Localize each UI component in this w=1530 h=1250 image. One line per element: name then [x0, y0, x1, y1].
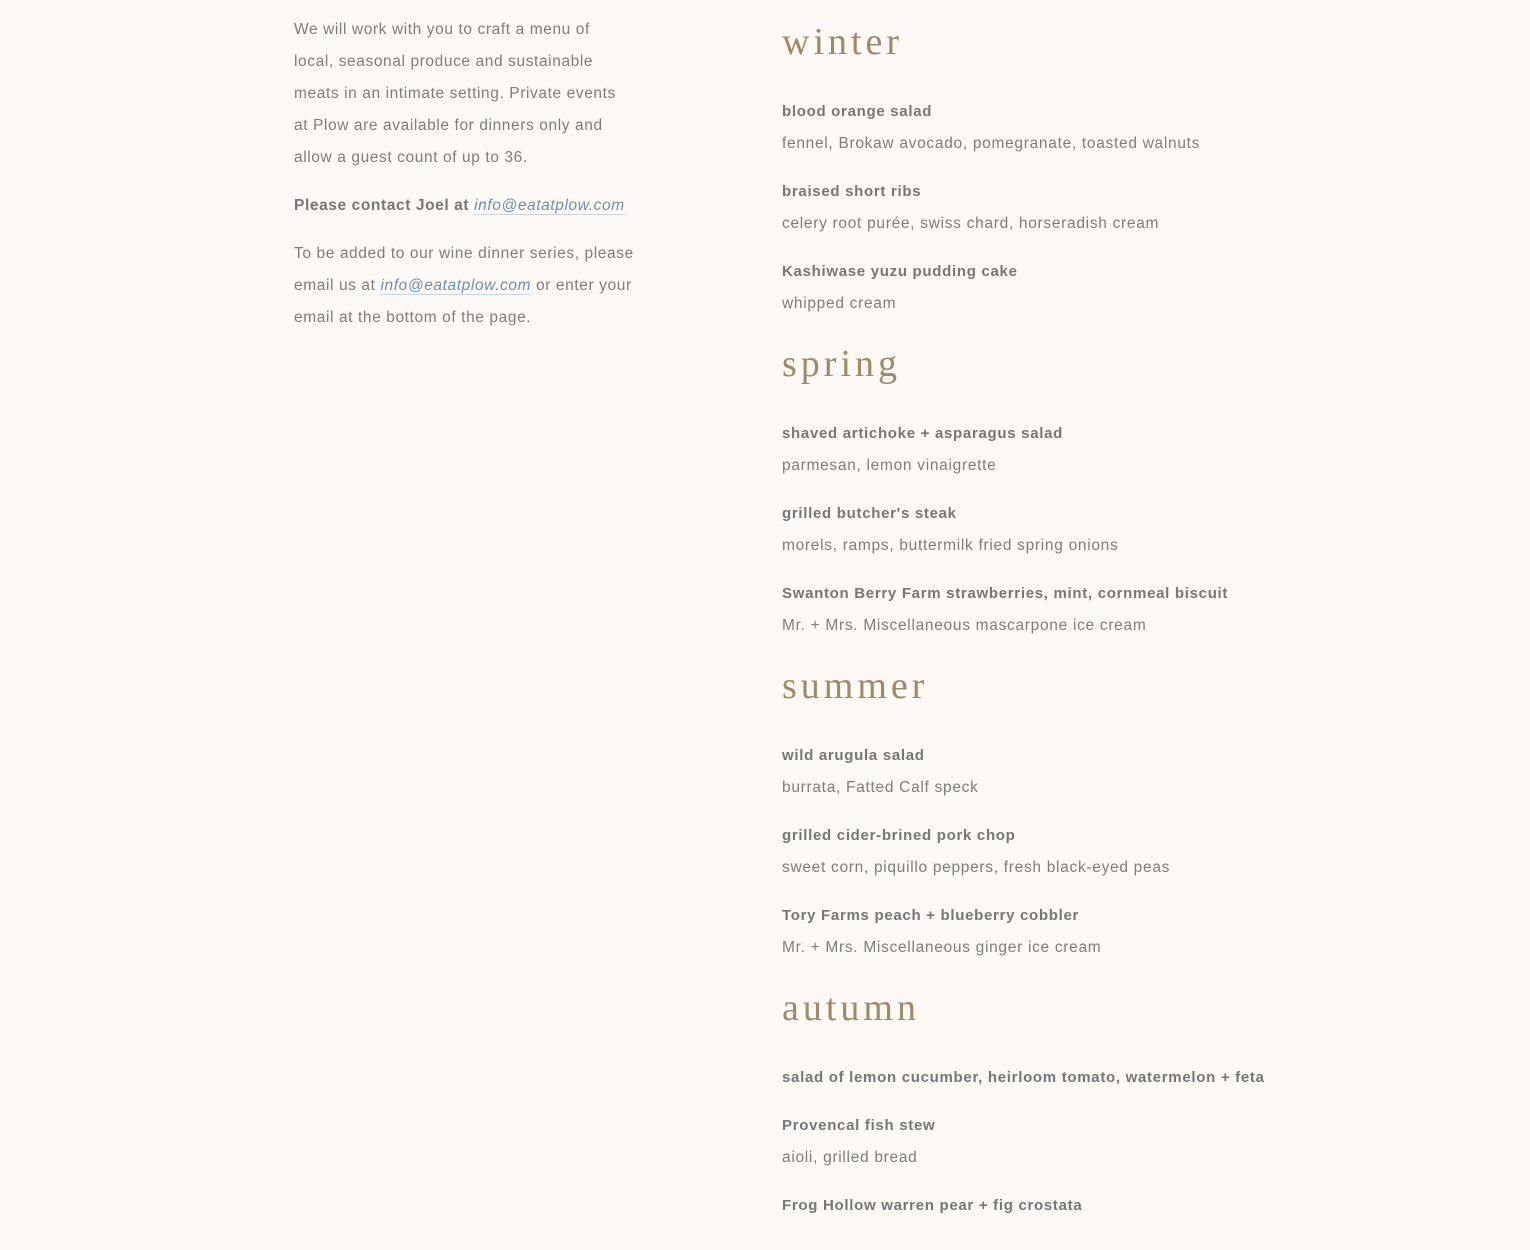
dish-name: grilled butcher's steak: [782, 505, 957, 522]
season-winter: [782, 14, 1422, 320]
dish-item: [782, 96, 1422, 160]
dish-name: grilled cider-brined pork chop: [782, 827, 1016, 844]
dish-description: whipped cream: [782, 295, 897, 312]
dish-description: Mr. + Mrs. Miscellaneous ginger ice cream: [782, 939, 1102, 956]
private-events-intro: [294, 14, 634, 350]
dish-list: [782, 96, 1422, 320]
dish-name: Kashiwase yuzu pudding cake: [782, 263, 1018, 280]
season-title: summer: [782, 665, 929, 707]
dish-item: [782, 740, 1422, 804]
dish-description: celery root purée, swiss chard, horseradish cream: [782, 215, 1160, 232]
dish-item: [782, 1190, 1422, 1222]
dish-item: [782, 498, 1422, 562]
dish-description: sweet corn, piquillo peppers, fresh black-eyed peas: [782, 859, 1171, 876]
dish-list: [782, 418, 1422, 642]
dish-list: [782, 740, 1422, 964]
wine-email-link[interactable]: info@eatatplow.com: [380, 277, 532, 294]
dish-list: [782, 1062, 1422, 1222]
seasonal-menus: [782, 14, 1422, 1238]
dish-description: aioli, grilled bread: [782, 1149, 918, 1166]
season-title: autumn: [782, 987, 920, 1029]
contact-prefix: Please contact Joel at: [294, 197, 470, 214]
dish-name: blood orange salad: [782, 103, 933, 120]
dish-name: shaved artichoke + asparagus salad: [782, 425, 1064, 442]
dish-item: [782, 1062, 1422, 1094]
season-title: spring: [782, 343, 901, 385]
season-spring: [782, 336, 1422, 642]
dish-name: Swanton Berry Farm strawberries, mint, cornmeal biscuit: [782, 585, 1229, 602]
dish-item: [782, 1110, 1422, 1174]
dish-description: morels, ramps, buttermilk fried spring onions: [782, 537, 1119, 554]
dish-name: Tory Farms peach + blueberry cobbler: [782, 907, 1080, 924]
dish-name: wild arugula salad: [782, 747, 925, 764]
wine-suffix: or enter your email at the bottom of the page.: [294, 277, 632, 326]
dish-description: burrata, Fatted Calf speck: [782, 779, 979, 796]
dish-description: Mr. + Mrs. Miscellaneous mascarpone ice cream: [782, 617, 1147, 634]
dish-description: fennel, Brokaw avocado, pomegranate, toasted walnuts: [782, 135, 1201, 152]
season-summer: [782, 658, 1422, 964]
dish-name: salad of lemon cucumber, heirloom tomato, watermelon + feta: [782, 1069, 1265, 1086]
season-autumn: [782, 980, 1422, 1222]
dish-name: Provencal fish stew: [782, 1117, 936, 1134]
contact-email-link[interactable]: info@eatatplow.com: [474, 197, 625, 214]
dish-item: [782, 418, 1422, 482]
dish-item: [782, 820, 1422, 884]
dish-name: Frog Hollow warren pear + fig crostata: [782, 1197, 1083, 1214]
dish-name: braised short ribs: [782, 183, 922, 200]
wine-dinner-paragraph: [294, 238, 634, 334]
dish-description: parmesan, lemon vinaigrette: [782, 457, 997, 474]
contact-line: [294, 190, 634, 222]
dish-item: [782, 256, 1422, 320]
season-title: winter: [782, 21, 904, 63]
dish-item: [782, 578, 1422, 642]
dish-item: [782, 176, 1422, 240]
dish-item: [782, 900, 1422, 964]
intro-paragraph: We will work with you to craft a menu of local, seasonal produce and sustainable meats in an intimate setting. Private events at Plow are available for dinners only and allow a guest count of up to 36.: [294, 21, 616, 166]
wine-prefix: To be added to our wine dinner series, please email us at: [294, 245, 634, 294]
